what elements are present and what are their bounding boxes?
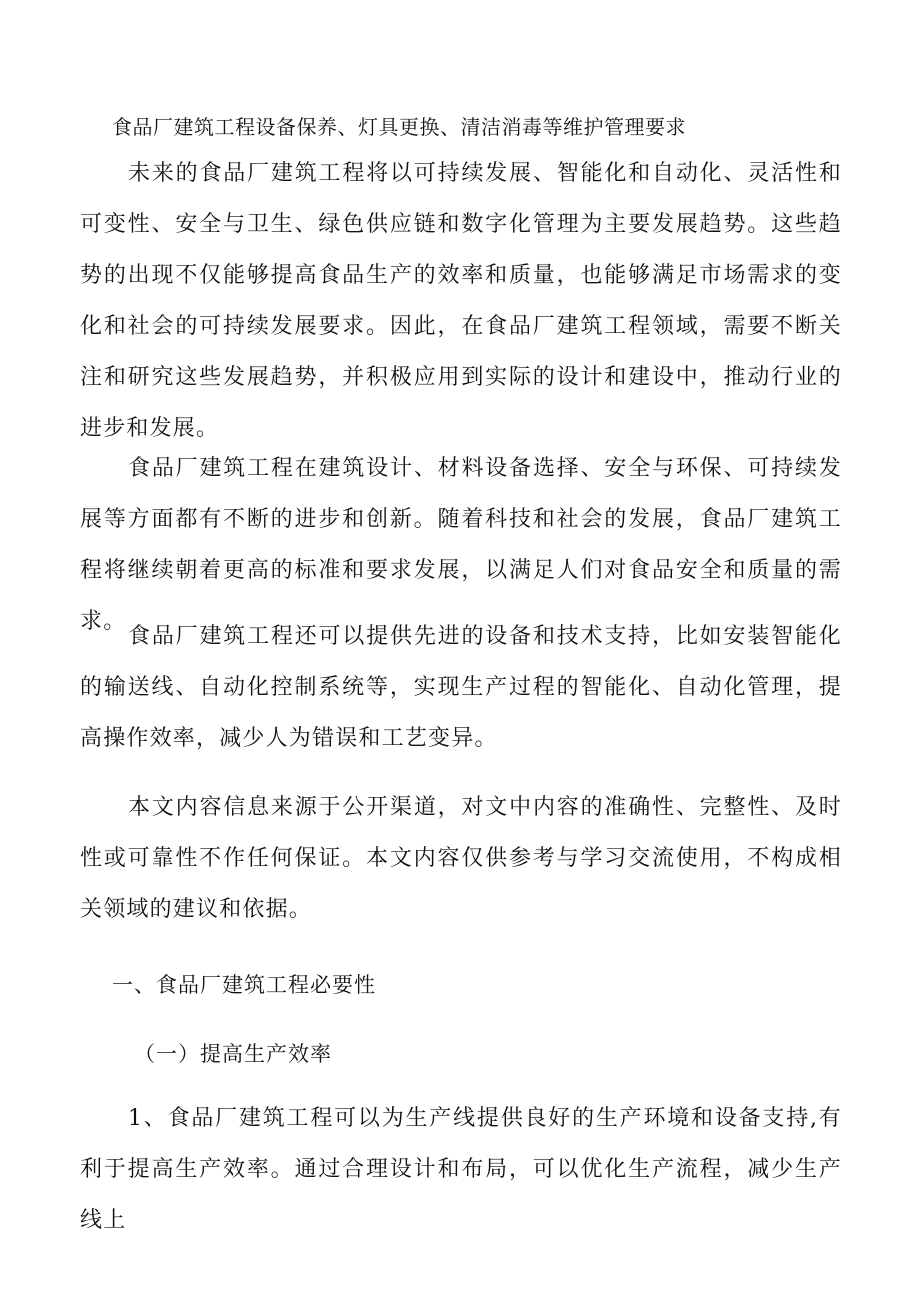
subsection-heading: （一）提高生产效率 <box>134 1042 332 1066</box>
paragraph-progress-innovation: 食品厂建筑工程在建筑设计、材料设备选择、安全与环保、可持续发展等方面都有不断的进步和创新。随着科技和社会的发展，食品厂建筑工程将继续朝着更高的标准和要求发展，以满足人们对食品安全和质量的需求。 <box>80 456 842 634</box>
paragraph-disclaimer: 本文内容信息来源于公开渠道，对文中内容的准确性、完整性、及时性或可靠性不作任何保证。本文内容仅供参考与学习交流使用，不构成相关领域的建议和依据。 <box>80 795 842 922</box>
paragraph-production-efficiency: 1、食品厂建筑工程可以为生产线提供良好的生产环境和设备支持,有利于提高生产效率。通过合理设计和布局，可以优化生产流程，减少生产线上 <box>80 1106 842 1233</box>
section-heading: 一、食品厂建筑工程必要性 <box>112 973 376 997</box>
document-title: 食品厂建筑工程设备保养、灯具更换、清洁消毒等维护管理要求 <box>112 115 686 139</box>
paragraph-future-trends: 未来的食品厂建筑工程将以可持续发展、智能化和自动化、灵活性和可变性、安全与卫生、绿色供应链和数字化管理为主要发展趋势。这些趋势的出现不仅能够提高食品生产的效率和质量，也能够满足市场需求的变化和社会的可持续发展要求。因此，在食品厂建筑工程领域，需要不断关注和研究这些发展趋势，并积极应用到实际的设计和建设中，推动行业的进步和发展。 <box>80 161 842 441</box>
paragraph-equipment-support: 食品厂建筑工程还可以提供先进的设备和技术支持，比如安装智能化的输送线、自动化控制系统等，实现生产过程的智能化、自动化管理，提高操作效率，减少人为错误和工艺变异。 <box>80 624 842 751</box>
